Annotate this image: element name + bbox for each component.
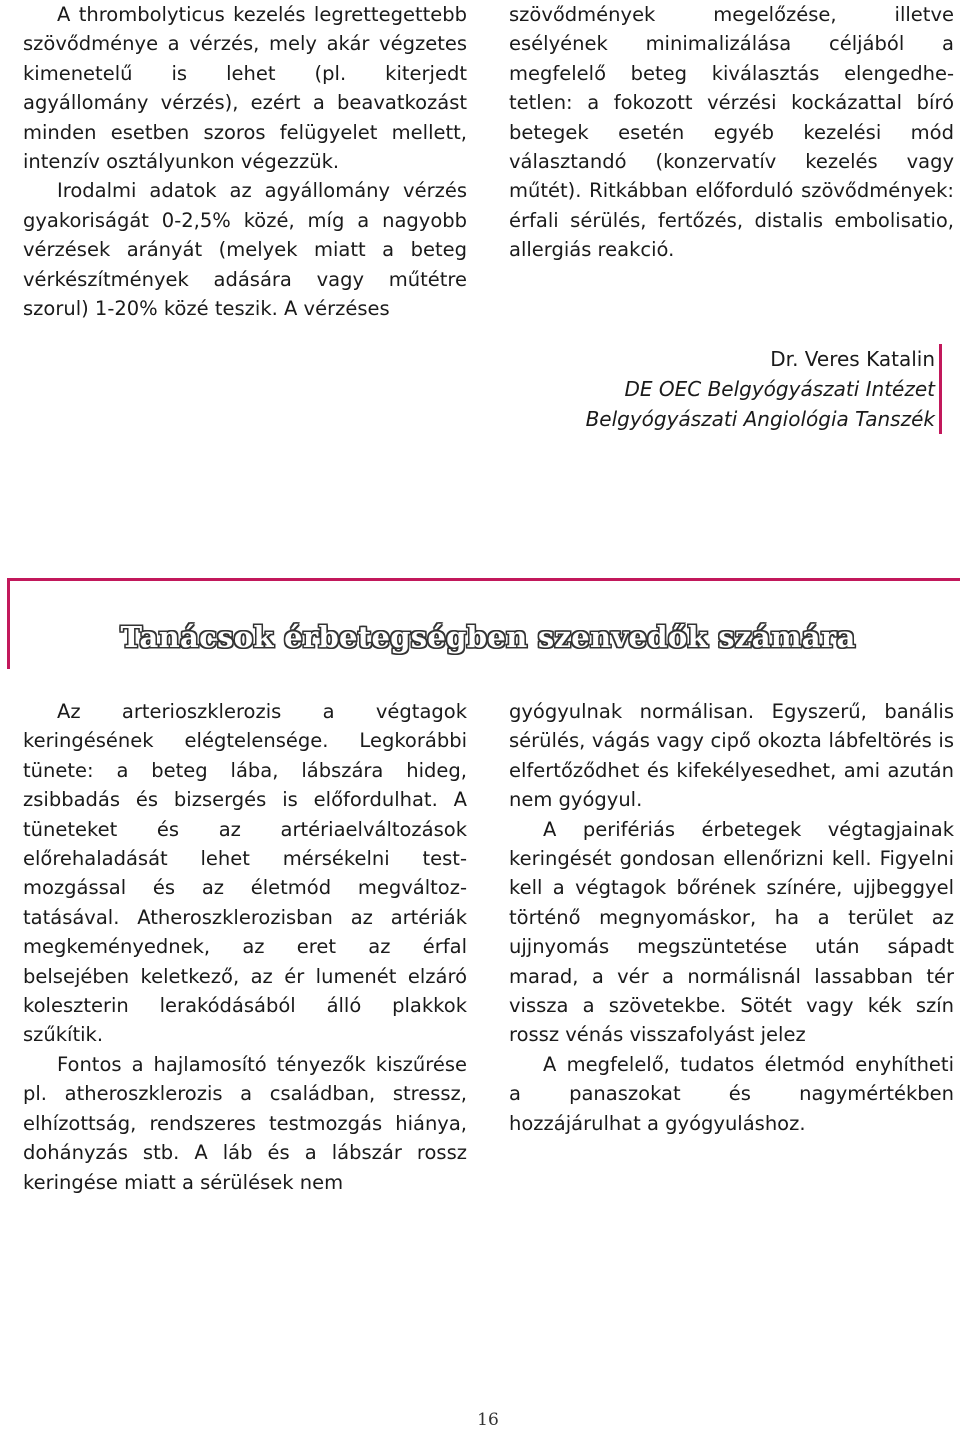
section-title: Tanácsok érbetegségben szenvedők számára <box>120 620 856 654</box>
paragraph-risk-factors: Fontos a hajlamosító tényezők kiszűrése pl. atheroszklerozis a családban, stressz, elhízottság, rendszeres testmozgás hiánya, dohányzás stb. A láb és a lábszár rossz keringése miatt a sérülések nem <box>23 1052 467 1194</box>
page-number: 16 <box>477 1410 499 1430</box>
paragraph-literature-data: Irodalmi adatok az agyállomány vérzés gyakoriságát 0-2,5% közé, míg a nagyobb vérzések arányát (melyek miatt a beteg vérkészítmények adására vagy műtétre szorul) 1-20% közé teszik. A vérzéses <box>23 179 467 321</box>
paragraph-lifestyle: A megfelelő, tudatos életmód enyhítheti a panaszokat és nagymértékben hozzájárulhat a gyógyuláshoz. <box>509 1052 954 1135</box>
paragraph-thrombolysis-bleeding: A thrombolyticus kezelés legrettegettebb szövődménye a vérzés, mely akár végzetes kimenetelű is lehet (pl. kiterjedt agyállomány vérzés), ezért a beavatkozást minden esetben szoros felügyelet mellett, intenzív osztályunkon végezzük. <box>23 3 467 174</box>
paragraph-circulation-check: A perifériás érbetegek végtagjainak keringését gondosan ellenőrizni kell. Figyelni kell a végtagok bőrének színére, ujjbeggyel történő megnyomáskor, ha a terület az ujjnyomás megszüntetése után sápadt marad, a vér a normálisnál lassabban tér vissza a szövetekbe. Sötét vagy kék szín rossz vénás visszafolyást jelez <box>509 817 954 1047</box>
author-department: Belgyógyászati Angiológia Tanszék <box>585 407 935 431</box>
paragraph-healing: gyógyulnak normálisan. Egyszerű, banális sérülés, vágás vagy cipő okozta lábfeltörés is elfertőződhet és kifekélyesedhet, ami azután nem gyógyul. <box>509 700 954 812</box>
bottom-left-column <box>23 697 467 1197</box>
top-left-column <box>23 0 467 323</box>
author-name: Dr. Veres Katalin <box>770 347 935 371</box>
author-signature <box>515 344 942 434</box>
author-institute: DE OEC Belgyógyászati Intézet <box>624 377 935 401</box>
bottom-right-column <box>509 697 954 1138</box>
paragraph-arteriosclerosis: Az arterioszklerozis a végtagok keringésének elégtelensége. Legkorábbi tünete: a beteg lába, lábszára hideg, zsibbadás és bizsergés is előfordulhat. A tüneteket és az artériaelváltozások előrehaladását lehet mérsékelni testmozgással és az életmód megváltoztatásával. Atheroszklerozisban az artériák megkeményednek, az eret az érfal belsejében keletkező, az ér lumenét elzáró koleszterin lerakódásából álló plakkok szűkítik. <box>23 700 467 1047</box>
top-right-column <box>509 0 954 265</box>
paragraph-complication-prevention: szövődmények megelőzése, illetve esélyének minimalizálása céljából a megfelelő beteg kiválasztás elengedhetetlen: a fokozott vérzési kockázattal bíró betegek esetén egyéb kezelési mód választandó (konzervatív kezelés vagy műtét). Ritkábban előforduló szövődmények: érfali sérülés, fertőzés, distalis embolisatio, allergiás reakció. <box>509 3 954 262</box>
